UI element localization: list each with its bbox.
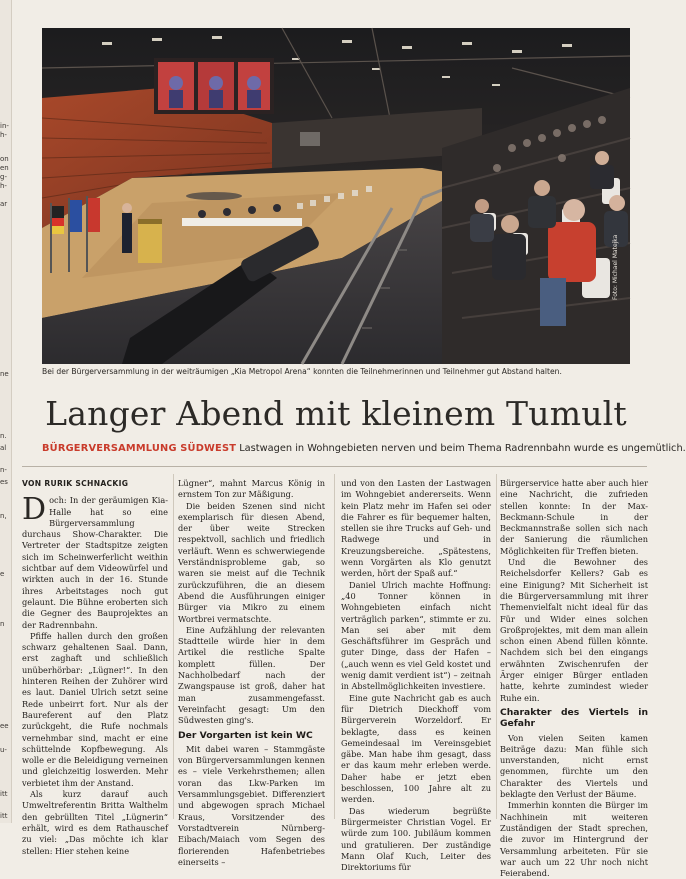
drop-cap: D: [22, 492, 47, 528]
margin-fragment: on: [0, 155, 9, 163]
margin-fragment: in-: [0, 122, 9, 130]
paragraph: Immerhin konnten die Bürger im Nachhinein mit weiteren Zuständigen der Stadt sprechen, die zuvor im Hintergrund der Versammlung arbeiteten. Für sie war auch um 22 Uhr noch nicht Feierabend.: [500, 800, 648, 879]
paragraph: [22, 492, 168, 631]
paragraph: Mit dabei waren – Stammgäste von Bürgerversammlungen kennen es – viele Verkehrsthemen; allen voran das Lkw-Parken im Versammlungsgebiet. Differenziert und abgewogen sprach Michael Kraus, Vorsitzender des Vorstadtverein Nürnberg-Eibach/Maiach vom Segen des florierenden Hafenbetriebes einerseits –: [178, 743, 325, 867]
margin-fragment: itt: [0, 812, 8, 820]
paragraph: Eine gute Nachricht gab es auch für Dietrich Dieckhoff vom Bürgerverein Worzeldorf. Er beklagte, dass es keinen Gemeindesaal im Vereinsgebiet gäbe. Man habe ihm gesagt, dass er das kaum mehr erleben werde. Daher habe er jetzt eben beschlossen, 100 Jahre alt zu werden.: [341, 692, 491, 805]
margin-fragment: n.: [0, 432, 7, 440]
margin-fragment: e: [0, 570, 5, 578]
subhead-text: Lastwagen in Wohngebieten nerven und beim Thema Radrennbahn wurde es ungemütlich.: [239, 443, 686, 454]
margin-fragment: ar: [0, 200, 8, 208]
section-heading: Charakter des Viertels in Gefahr: [500, 706, 648, 730]
margin-fragment: ee: [0, 722, 9, 730]
margin-fragment: al: [0, 444, 7, 452]
paragraph-text: och: In der geräumigen Kia-Halle hat so eine Bürgerversammlung durchaus Show-Charakter. Die Vertreter der Stadtspitze zeigten sich im Scheinwerferlicht weithin sichtbar auf dem Videowürfel und wirkten auch in der 16. Stunde ihres Arbeitstages noch gut gelaunt. Die Bühne eroberten sich die Gegner des Bauprojektes an der Radrennbahn.: [22, 495, 168, 630]
paragraph: Als kurz darauf auch Umweltreferentin Britta Walthelm den gebrüllten Titel „Lügnerin“ erhält, wird es dem Rathauschef zu viel: „Das möchte ich klar stellen: Hier stehen keine: [22, 789, 168, 856]
paragraph: Bürgerservice hatte aber auch hier eine Nachricht, die zufrieden stellen konnte: In der Max-Beckmann-Schule in der Beckmannstraße sollen sich nach der Sanierung die räumlichen Möglichkeiten für Treffen bieten.: [500, 478, 648, 556]
margin-fragment: g-: [0, 173, 7, 181]
margin-fragment: es: [0, 478, 8, 486]
margin-fragment: u-: [0, 746, 7, 754]
margin-fragment: n: [0, 620, 5, 628]
headline: Langer Abend mit kleinem Tumult: [45, 394, 627, 433]
column-divider: [334, 474, 335, 819]
column-divider: [173, 474, 174, 819]
section-kicker: BÜRGERVERSAMMLUNG SÜDWEST: [42, 443, 237, 454]
paragraph: Von vielen Seiten kamen Beiträge dazu: Man fühle sich unverstanden, nicht ernst genommen, fürchte um den Charakter des Viertels und beklagte den Verlust der Bäume.: [500, 732, 648, 800]
paragraph: Und die Bewohner des Reichelsdorfer Kellers? Gab es eine Einigung? Mit Sicherheit ist die Bürgerversammlung mit ihrer Themenvielfalt nicht ideal für das Für und Wider eines solchen Großprojektes, mit dem man allein schon einen Abend füllen könnte. Nachdem sich bei den eingangs erwähnten Zwischenrufen der Ärger einiger Bürger entladen hatte, kehrte zumindest wieder Ruhe ein.: [500, 557, 648, 703]
margin-fragment: h-: [0, 182, 7, 190]
section-heading: Der Vorgarten ist kein WC: [178, 729, 313, 741]
article-column-1: [22, 478, 168, 856]
paragraph: und von den Lasten der Lastwagen im Wohngebiet andererseits. Wenn kein Platz mehr im Hafen sei oder die Fahrer es für bequemer halten, stellen sie ihre Trucks auf Geh- und Radwege und in Kreuzungsbereiche. „Spätestens, wenn Vorgärten als Klo genutzt werden, hört der Spaß auf.“: [341, 478, 491, 579]
margin-fragment: itt: [0, 790, 8, 798]
column-divider: [496, 474, 497, 819]
arena-illustration: [42, 28, 630, 364]
photo-credit: Foto: Michael Matejka: [612, 234, 619, 300]
subheadline: [42, 443, 686, 454]
margin-fragment: en: [0, 164, 9, 172]
article-column-4: [500, 478, 648, 879]
divider-rule: [22, 466, 647, 467]
margin-fragment: n,: [0, 512, 7, 520]
paragraph: Lügner“, mahnt Marcus König in ernstem Ton zur Mäßigung.: [178, 478, 325, 500]
margin-fragment: h-: [0, 131, 7, 139]
margin-fragment: ne: [0, 370, 9, 378]
article-column-2: [178, 478, 325, 867]
arena-photo: [42, 28, 630, 364]
paragraph: Die beiden Szenen sind nicht exemplarisch für diesen Abend, der über weite Strecken respektvoll, sachlich und friedlich verläuft. Wenn es schwerwiegende Verständnisprobleme gab, so waren sie meist auf die Technik zurückzuführen, die an diesem Abend die Ausführungen einiger Bürger via Mikro zu einem Wortbrei vermatschte.: [178, 500, 325, 624]
article-column-3: [341, 478, 491, 873]
byline: VON RURIK SCHNACKIG: [22, 479, 129, 488]
photo-caption: Bei der Bürgerversammlung in der weiträumigen „Kia Metropol Arena“ konnten die Teilnehmerinnen und Teilnehmer gut Abstand halten.: [42, 367, 562, 376]
margin-fragment: n-: [0, 466, 7, 474]
paragraph: Eine Aufzählung der relevanten Stadtteile würde hier in dem Artikel die restliche Spalte komplett füllen. Der Nachholbedarf nach der Zwangspause ist groß, daher hat man zusammengefasst. Vereinfacht gesagt: Um den Südwesten ging's.: [178, 624, 325, 726]
paragraph: Das wiederum begrüßte Bürgermeister Christian Vogel. Er würde zum 100. Jubiläum kommen und gratulieren. Der zuständige Mann Olaf Kuch, Leiter des Direktoriums für: [341, 805, 491, 873]
paragraph: Daniel Ulrich machte Hoffnung: „40 Tonner können in Wohngebieten einfach nicht verträglich parken“, stimmte er zu. Man sei aber mit dem Geschäftsführer im Gespräch und guter Dinge, dass der Hafen – („auch wenn es viel Geld kostet und wenig damit verdient ist“) – zeitnah in Abstellmöglichkeiten investiere.: [341, 579, 491, 692]
paragraph: Pfiffe hallen durch den großen schwarz gehaltenen Saal. Dann, erst zaghaft und schließlich unüberhörbar: „Lügner!“. In den hinteren Reihen der Zuhörer wird es laut. Daniel Ulrich setzt seine Rede unbeirrt fort. Nur als der Baureferent auf den Platz zurückgeht, die Rufe nochmals vernehmbar sind, macht er eine schüttelnde Kopfbewegung. Als wolle er die Beleidigung verneinen und gleichzeitig loswerden. Mehr verbietet ihm der Anstand.: [22, 630, 168, 788]
